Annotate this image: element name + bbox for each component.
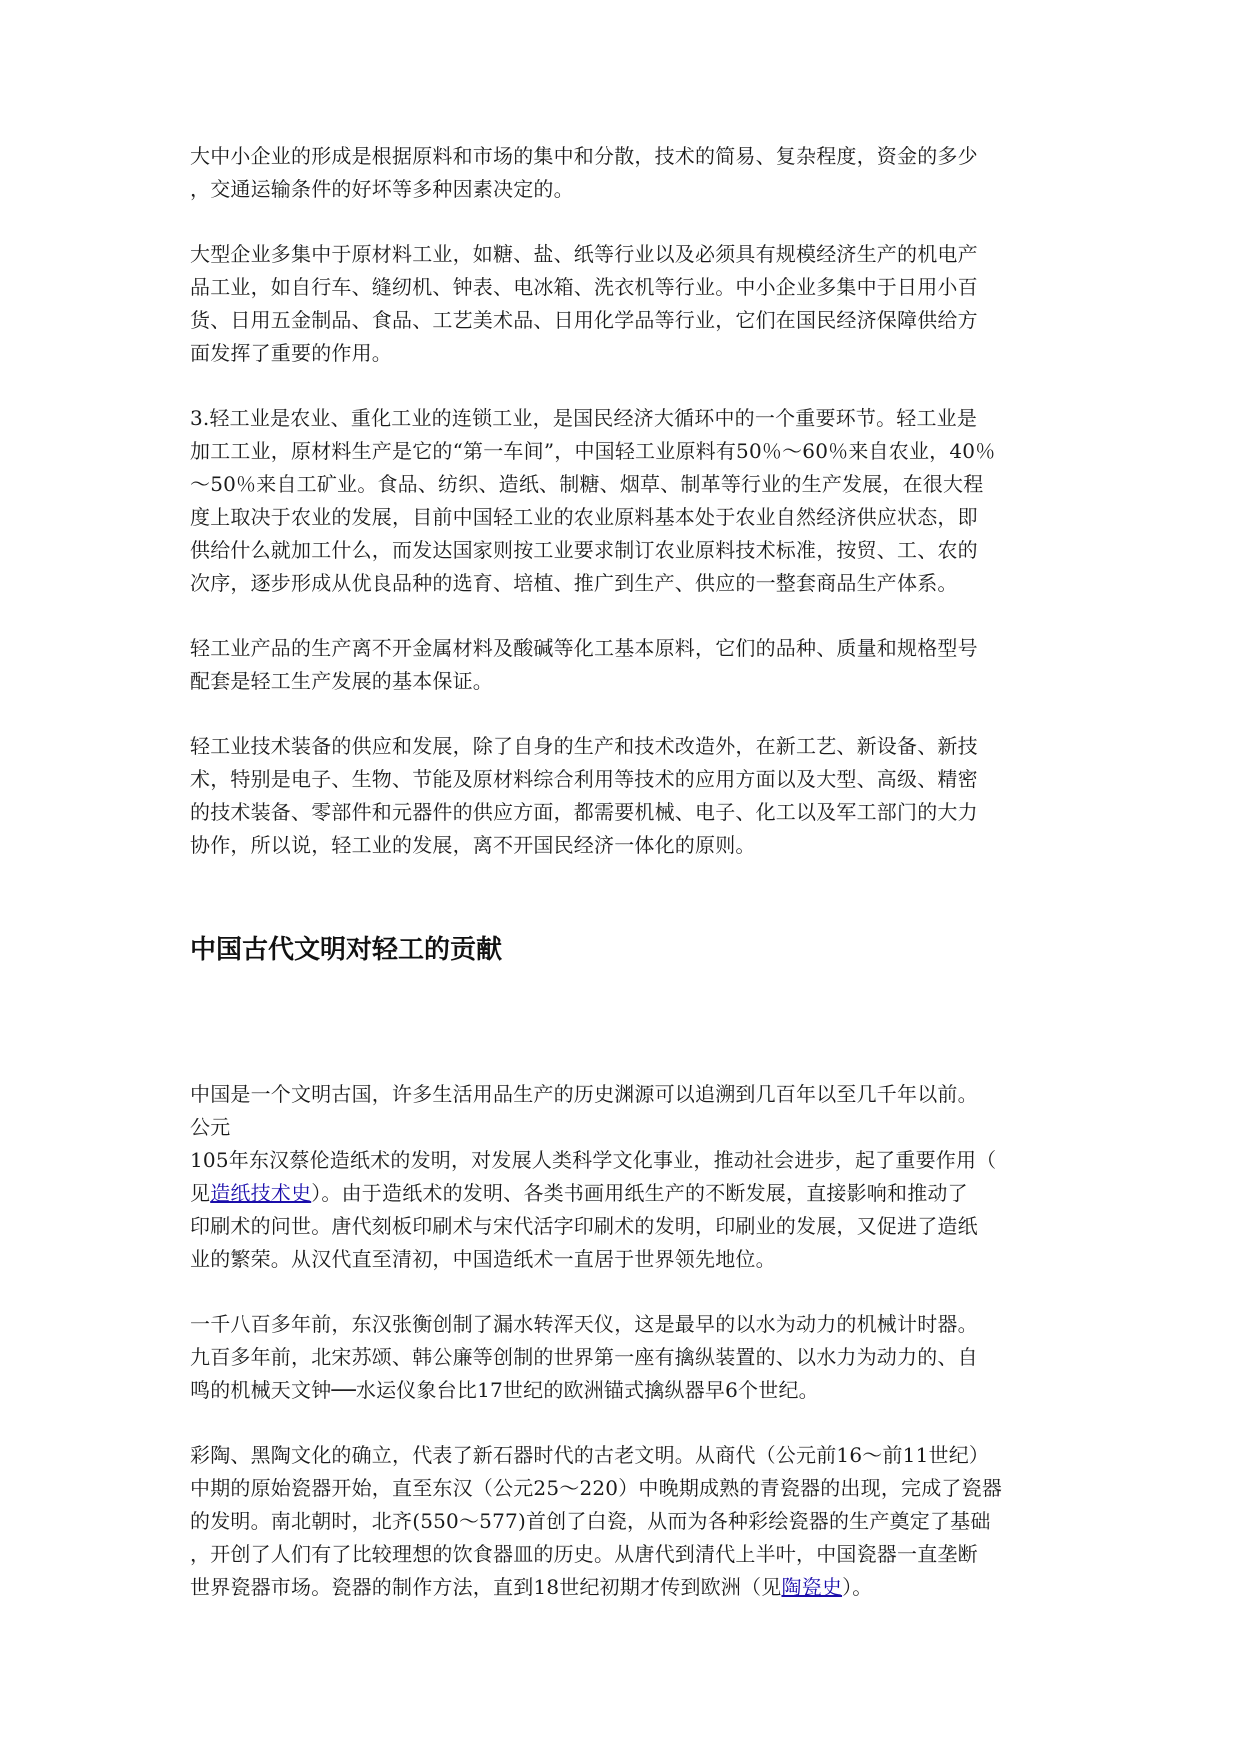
text-line: 大型企业多集中于原材料工业，如糖、盐、纸等行业以及必须具有规模经济生产的机电产	[190, 242, 978, 266]
paragraph-enterprise-formation	[190, 140, 1060, 206]
text-line: 的发明。南北朝时，北齐(550～577)首创了白瓷，从而为各种彩绘瓷器的生产奠定了基础	[190, 1509, 991, 1533]
paragraph-astronomical-clock	[190, 1308, 1060, 1407]
text-line: 公元	[190, 1115, 231, 1139]
paragraph-papermaking	[190, 1078, 1060, 1276]
text-line: 中国是一个文明古国，许多生活用品生产的历史渊源可以追溯到几百年以至几千年以前。	[190, 1082, 978, 1106]
text-line: 术，特别是电子、生物、节能及原材料综合利用等技术的应用方面以及大型、高级、精密	[190, 767, 978, 791]
link-ceramics-history[interactable]: 陶瓷史	[781, 1575, 843, 1599]
text-fragment: 见	[190, 1181, 211, 1205]
text-line: 度上取决于农业的发展，目前中国轻工业的农业原料基本处于农业自然经济供应状态，即	[190, 505, 978, 529]
paragraph-porcelain	[190, 1439, 1060, 1604]
text-line: 品工业，如自行车、缝纫机、钟表、电冰箱、洗衣机等行业。中小企业多集中于日用小百	[190, 275, 978, 299]
text-line: 供给什么就加工什么，而发达国家则按工业要求制订农业原料技术标准，按贸、工、农的	[190, 538, 978, 562]
paragraph-chain-industry	[190, 402, 1060, 600]
text-line: ，交通运输条件的好坏等多种因素决定的。	[190, 177, 574, 201]
text-line: 面发挥了重要的作用。	[190, 341, 392, 365]
text-line: 九百多年前，北宋苏颂、韩公廉等创制的世界第一座有擒纵装置的、以水力为动力的、自	[190, 1345, 978, 1369]
text-line	[190, 1177, 1060, 1210]
document-body	[190, 140, 1060, 1604]
text-line: 协作，所以说，轻工业的发展，离不开国民经济一体化的原则。	[190, 833, 756, 857]
text-line	[190, 1571, 1060, 1604]
text-line: 大中小企业的形成是根据原料和市场的集中和分散，技术的简易、复杂程度，资金的多少	[190, 144, 978, 168]
section-heading: 中国古代文明对轻工的贡献	[190, 935, 503, 965]
text-line: 轻工业产品的生产离不开金属材料及酸碱等化工基本原料，它们的品种、质量和规格型号	[190, 636, 978, 660]
text-line: ～50％来自工矿业。食品、纺织、造纸、制糖、烟草、制革等行业的生产发展，在很大程	[190, 472, 984, 496]
text-line: ，开创了人们有了比较理想的饮食器皿的历史。从唐代到清代上半叶，中国瓷器一直垄断	[190, 1542, 978, 1566]
text-line: 一千八百多年前，东汉张衡创制了漏水转浑天仪，这是最早的以水为动力的机械计时器。	[190, 1312, 978, 1336]
text-line: 次序，逐步形成从优良品种的选育、培植、推广到生产、供应的一整套商品生产体系。	[190, 571, 958, 595]
paragraph-enterprise-scale	[190, 238, 1060, 370]
text-line: 彩陶、黑陶文化的确立，代表了新石器时代的古老文明。从商代（公元前16～前11世纪）	[190, 1443, 990, 1467]
text-line: 业的繁荣。从汉代直至清初，中国造纸术一直居于世界领先地位。	[190, 1247, 776, 1271]
text-fragment: ）。	[842, 1575, 873, 1599]
text-line: 加工工业，原材料生产是它的“第一车间”，中国轻工业原料有50％～60％来自农业，40％	[190, 439, 996, 463]
text-line: 鸣的机械天文钟──水运仪象台比17世纪的欧洲锚式擒纵器早6个世纪。	[190, 1378, 819, 1402]
text-line: 中期的原始瓷器开始，直至东汉（公元25～220）中晚期成熟的青瓷器的出现，完成了瓷器	[190, 1476, 1003, 1500]
text-fragment: ）。由于造纸术的发明、各类书画用纸生产的不断发展，直接影响和推动了	[311, 1181, 968, 1205]
text-line: 配套是轻工生产发展的基本保证。	[190, 669, 493, 693]
text-line: 的技术装备、零部件和元器件的供应方面，都需要机械、电子、化工以及军工部门的大力	[190, 800, 978, 824]
text-line: 轻工业技术装备的供应和发展，除了自身的生产和技术改造外，在新工艺、新设备、新技	[190, 734, 978, 758]
text-line: 3.轻工业是农业、重化工业的连锁工业，是国民经济大循环中的一个重要环节。轻工业是	[190, 406, 978, 430]
text-fragment: 世界瓷器市场。瓷器的制作方法，直到18世纪初期才传到欧洲（见	[190, 1575, 782, 1599]
link-papermaking-history[interactable]: 造纸技术史	[210, 1181, 312, 1205]
text-line: 货、日用五金制品、食品、工艺美术品、日用化学品等行业，它们在国民经济保障供给方	[190, 308, 978, 332]
text-line: 105年东汉蔡伦造纸术的发明，对发展人类科学文化事业，推动社会进步，起了重要作用（	[190, 1148, 997, 1172]
paragraph-raw-materials	[190, 632, 1060, 698]
paragraph-technical-equipment	[190, 730, 1060, 862]
text-line: 印刷术的问世。唐代刻板印刷术与宋代活字印刷术的发明，印刷业的发展，又促进了造纸	[190, 1214, 978, 1238]
